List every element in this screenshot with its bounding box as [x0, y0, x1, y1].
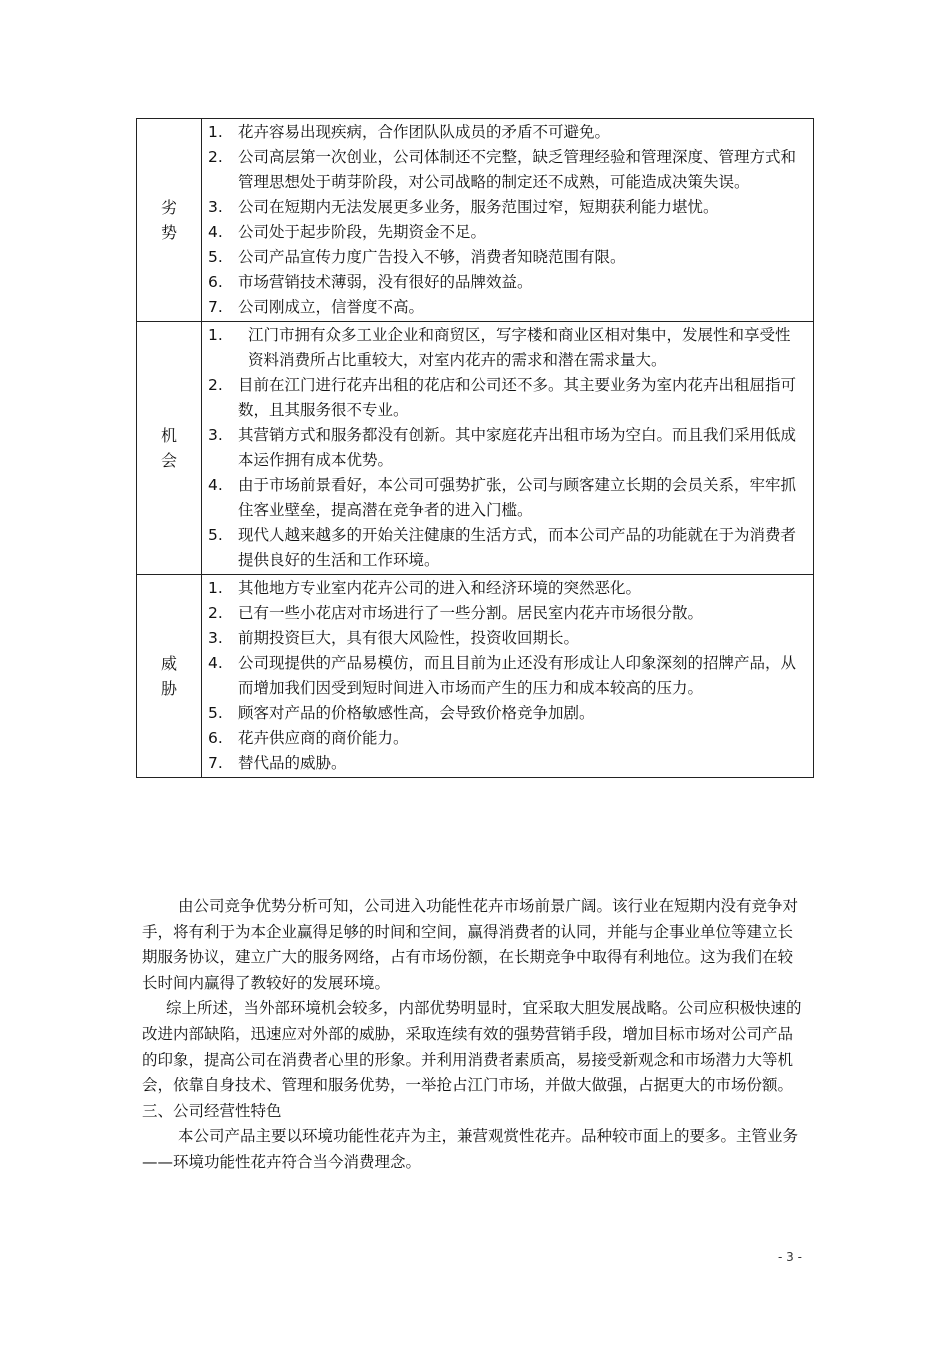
list-item: 6. 市场营销技术薄弱，没有很好的品牌效益。: [208, 273, 533, 291]
threat-list: [202, 575, 814, 778]
row-label-weakness: 劣 势: [137, 119, 202, 322]
opportunity-list: [202, 322, 814, 575]
section-heading: 三、公司经营性特色: [142, 1101, 282, 1120]
swot-row-threat: [137, 575, 814, 778]
list-item: 5. 现代人越来越多的开始关注健康的生活方式，而本公司产品的功能就在于为消费者提供良好的生活和工作环境。: [208, 526, 797, 569]
list-item: 7. 公司刚成立，信誉度不高。: [208, 298, 425, 316]
swot-row-opportunity: [137, 322, 814, 575]
list-item: 4. 公司处于起步阶段，先期资金不足。: [208, 223, 487, 241]
paragraph: 本公司产品主要以环境功能性花卉为主，兼营观赏性花卉。品种较市面上的要多。主管业务——环境功能性花卉符合当今消费理念。: [142, 1127, 799, 1171]
row-label-threat: 威 胁: [137, 575, 202, 778]
list-item: 3. 公司在短期内无法发展更多业务，服务范围过窄，短期获利能力堪忧。: [208, 198, 719, 216]
list-item: 2. 已有一些小花店对市场进行了一些分割。居民室内花卉市场很分散。: [208, 604, 704, 622]
list-item: 5. 顾客对产品的价格敏感性高，会导致价格竞争加剧。: [208, 704, 595, 722]
list-item: 2. 公司高层第一次创业，公司体制还不完整，缺乏管理经验和管理深度、管理方式和管理思想处于萌芽阶段，对公司战略的制定还不成熟，可能造成决策失误。: [208, 148, 797, 191]
list-item: 3. 其营销方式和服务都没有创新。其中家庭花卉出租市场为空白。而且我们采用低成本运作拥有成本优势。: [208, 426, 797, 469]
list-item: 1. 花卉容易出现疾病，合作团队队成员的矛盾不可避免。: [208, 123, 611, 141]
page-number: - 3 -: [778, 1250, 802, 1264]
list-item: 1. 其他地方专业室内花卉公司的进入和经济环境的突然恶化。: [208, 579, 642, 597]
swot-table: [136, 118, 814, 778]
list-item: 7. 替代品的威胁。: [208, 754, 347, 772]
list-item: 5. 公司产品宣传力度广告投入不够，消费者知晓范围有限。: [208, 248, 626, 266]
paragraph: 由公司竞争优势分析可知，公司进入功能性花卉市场前景广阔。该行业在短期内没有竞争对手，将有利于为本企业赢得足够的时间和空间，赢得消费者的认同，并能与企事业单位等建立长期服务协议，建立广大的服务网络，占有市场份额，在长期竞争中取得有利地位。这为我们在较长时间内赢得了教较好的发展环境。: [142, 897, 799, 992]
row-label-opportunity: 机 会: [137, 322, 202, 575]
list-item: 4. 公司现提供的产品易模仿，而且目前为止还没有形成让人印象深刻的招牌产品，从而增加我们因受到短时间进入市场而产生的压力和成本较高的压力。: [208, 654, 797, 697]
paragraph: 综上所述，当外部环境机会较多，内部优势明显时，宜采取大胆发展战略。公司应积极快速的改进内部缺陷，迅速应对外部的威胁，采取连续有效的强势营销手段，增加目标市场对公司产品的印象，提高公司在消费者心里的形象。并利用消费者素质高，易接受新观念和市场潜力大等机会，依靠自身技术、管理和服务优势，一举抢占江门市场，并做大做强，占据更大的市场份额。: [142, 999, 802, 1095]
list-item: 2. 目前在江门进行花卉出租的花店和公司还不多。其主要业务为室内花卉出租屈指可数，且其服务很不专业。: [208, 376, 797, 419]
list-item: 6. 花卉供应商的商价能力。: [208, 729, 409, 747]
list-item: 3. 前期投资巨大，具有很大风险性，投资收回期长。: [208, 629, 580, 647]
list-item: 4. 由于市场前景看好，本公司可强势扩张，公司与顾客建立长期的会员关系，牢牢抓住客业壁垒，提高潜在竞争者的进入门槛。: [208, 476, 797, 519]
weakness-list: [202, 119, 814, 322]
body-text: [142, 894, 804, 1176]
list-item: 1. 江门市拥有众多工业企业和商贸区，写字楼和商业区相对集中，发展性和享受性资料消费所占比重较大，对室内花卉的需求和潜在需求量大。: [208, 326, 791, 369]
swot-row-weakness: [137, 119, 814, 322]
